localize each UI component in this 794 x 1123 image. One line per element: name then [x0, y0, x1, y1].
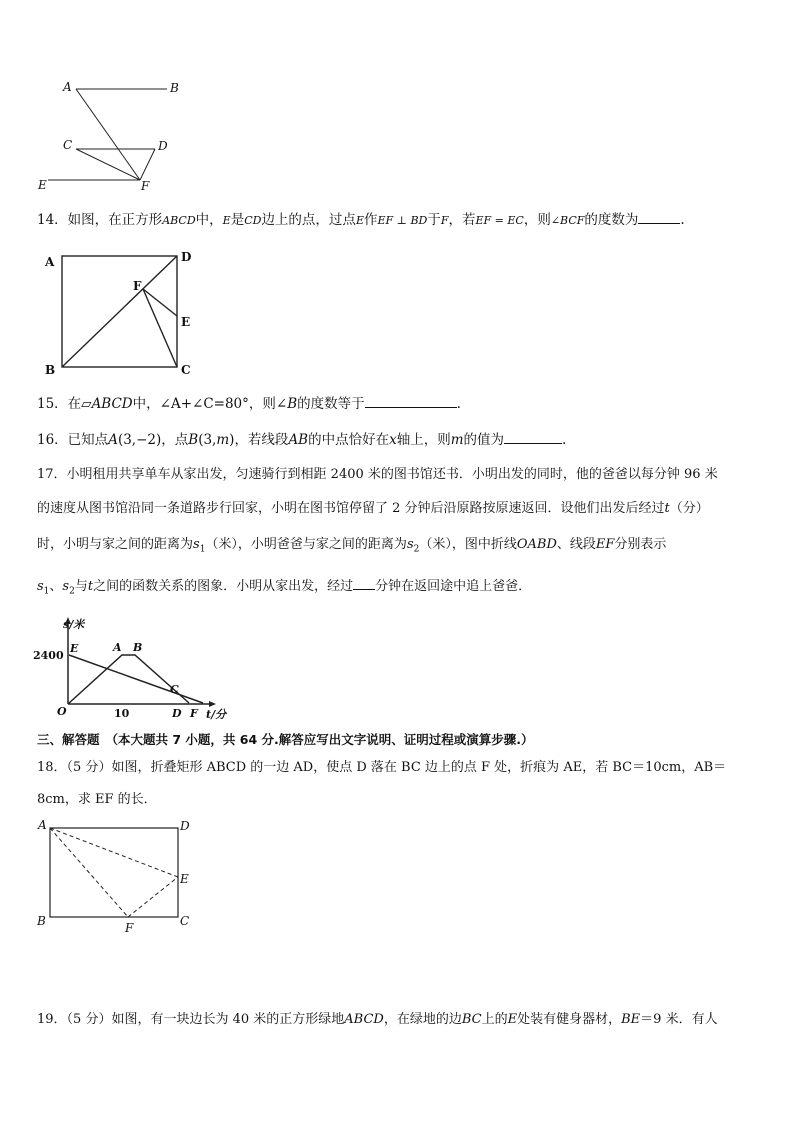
label-D: D: [180, 819, 190, 833]
label-E: E: [181, 315, 191, 329]
label-C: C: [63, 138, 73, 152]
question-15: [37, 393, 762, 414]
label-E: E: [38, 178, 47, 192]
q16-math: m: [216, 432, 230, 448]
label-A: A: [38, 818, 47, 832]
question-18-line-2: 8cm，求 EF 的长．: [37, 792, 157, 807]
question-18-line-1: 18．（5 分）如图，折叠矩形 ABCD 的一边 AD，使点 D 落在 BC 边上的点 F 处，折痕为 AE，若 BC＝10cm，AB＝: [37, 760, 727, 775]
q19-text: 上的: [481, 1012, 508, 1027]
label-C: C: [181, 363, 191, 377]
q17-text: （分）: [669, 501, 709, 516]
tick-2400: 2400: [33, 649, 64, 662]
q14-math: ∠BCF: [550, 214, 585, 227]
q17-text: 时，小明与家之间的距离为: [37, 537, 194, 552]
q15-text: .: [456, 396, 461, 412]
q15-text: 的度数等于: [297, 396, 365, 412]
label-B: B: [170, 81, 179, 95]
label-D: D: [181, 250, 192, 264]
label-B: B: [45, 363, 56, 377]
q14-math: F: [440, 214, 449, 227]
q17-math: s: [37, 579, 44, 594]
q16-math: ): [229, 432, 235, 448]
q14-text: 的度数为: [584, 212, 639, 228]
q14-text: 中，: [195, 212, 223, 228]
label-F: F: [141, 179, 150, 193]
question-17-line-4: [37, 575, 762, 602]
label-D: D: [172, 707, 182, 720]
question-17-line-2: [37, 499, 762, 519]
section-3-header: [37, 730, 762, 750]
q17-text: 与: [74, 579, 88, 594]
q14-math: EF ⊥ BD: [377, 214, 428, 227]
label-C: C: [180, 914, 190, 928]
q17-text: 之间的函数关系的图象．小明从家出发，经过: [93, 579, 354, 594]
q14-math: E: [222, 214, 231, 227]
q15-text: 中，∠A+∠C=80°，则∠: [132, 396, 288, 412]
q17-math: t: [664, 501, 670, 516]
q14-text: 14．如图，在正方形: [37, 212, 163, 228]
q14-text: ，若: [448, 212, 476, 228]
q19-math: BE: [621, 1012, 641, 1027]
q16-math: AB: [288, 432, 309, 448]
label-O: O: [57, 705, 67, 718]
figure-square: [40, 248, 200, 380]
q14-text: ，则: [523, 212, 551, 228]
q17-text: （米），图中折线: [419, 537, 517, 552]
q16-text: 16．已知点: [37, 432, 109, 448]
q16-math: B: [188, 432, 199, 448]
q17-text: 、线段: [556, 537, 596, 552]
label-A: A: [113, 641, 122, 654]
label-B: B: [37, 914, 46, 928]
q16-math: (3,: [198, 432, 217, 448]
q17-math: t: [87, 579, 94, 594]
answer-blank[interactable]: [365, 393, 457, 408]
q17-math: EF: [595, 537, 615, 552]
q17-text: （米），小明爸爸与家之间的距离为: [205, 537, 407, 552]
label-A: A: [63, 80, 72, 94]
q19-math: E: [507, 1012, 518, 1027]
q16-text: ，点: [161, 432, 189, 448]
label-F: F: [125, 921, 134, 935]
q14-math: CD: [244, 214, 262, 227]
q16-text: 轴上，则: [396, 432, 451, 448]
label-D: D: [158, 139, 168, 153]
label-F: F: [190, 707, 198, 720]
q17-math: s: [62, 579, 70, 594]
label-C: C: [170, 683, 179, 696]
q16-math: (3,−2): [117, 432, 162, 448]
q15-math: ABCD: [91, 396, 133, 412]
q16-math: m: [450, 432, 464, 448]
q16-text: 的值为: [463, 432, 505, 448]
q14-math: EF = EC: [475, 214, 524, 227]
figure-folded-rectangle: [30, 815, 200, 935]
question-17-line-1: 17．小明租用共享单车从家出发，匀速骑行到相距 2400 米的图书馆还书．小明出发的同时，他的爸爸以每分钟 96 米: [37, 467, 718, 482]
section-desc: （本大题共 7 小题，共 64 分.解答应写出文字说明、证明过程或演算步骤.）: [105, 732, 534, 747]
q17-math: 2: [413, 544, 420, 555]
q14-text: 于: [427, 212, 441, 228]
question-14: [37, 209, 762, 231]
q16-text: 的中点恰好在: [308, 432, 390, 448]
section-title: 三、解答题: [37, 732, 100, 747]
y-axis-label: s/米: [63, 618, 85, 631]
label-A: A: [45, 255, 55, 269]
answer-blank[interactable]: [638, 209, 680, 224]
q17-math: 1: [199, 544, 206, 555]
question-16: [37, 429, 762, 450]
q19-math: BC: [461, 1012, 482, 1027]
q16-text: .: [562, 432, 567, 448]
label-B: B: [133, 641, 143, 654]
q19-text: 19．（5 分）如图，有一块边长为 40 米的正方形绿地: [37, 1012, 345, 1027]
figure-distance-time-graph: [30, 614, 230, 722]
q19-text: ＝9 米．有人: [640, 1012, 718, 1027]
x-axis-label: t/分: [206, 708, 227, 721]
label-E: E: [180, 872, 189, 886]
label-F: F: [133, 279, 142, 293]
q16-text: ，若线段: [234, 432, 289, 448]
q14-text: 作: [363, 212, 378, 228]
q17-math: s: [193, 537, 200, 552]
q14-math: E: [355, 214, 364, 227]
q15-math: B: [287, 396, 298, 412]
answer-blank[interactable]: [353, 575, 375, 590]
q17-math: OABD: [516, 537, 557, 552]
q19-math: ABCD: [344, 1012, 384, 1027]
q17-text: 的速度从图书馆沿同一条道路步行回家，小明在图书馆停留了 2 分钟后沿原路按原速返回．设他们出发后经过: [37, 501, 665, 516]
q17-text: 分钟在返回途中追上爸爸．: [375, 579, 532, 594]
q16-math: A: [108, 432, 118, 448]
q15-text: 15．在▱: [37, 396, 92, 412]
label-E: E: [70, 642, 79, 655]
q17-text: 、: [49, 579, 63, 594]
q17-math: s: [406, 537, 414, 552]
question-19: [37, 1010, 762, 1030]
q19-text: 处装有健身器材，: [517, 1012, 622, 1027]
q17-text: 分别表示: [614, 537, 667, 552]
q14-math: ABCD: [162, 214, 196, 227]
q14-text: .: [680, 212, 685, 228]
q16-math: x: [389, 432, 397, 448]
q17-math: 1: [43, 586, 50, 597]
question-17-line-3: [37, 535, 762, 560]
figure-parallel-lines: [30, 76, 200, 198]
q14-text: 是: [230, 212, 245, 228]
tick-10: 10: [114, 707, 130, 720]
q19-text: ，在绿地的边: [383, 1012, 462, 1027]
q14-text: 边上的点，过点: [261, 212, 356, 228]
answer-blank[interactable]: [504, 429, 562, 444]
q17-math: 2: [69, 586, 75, 597]
